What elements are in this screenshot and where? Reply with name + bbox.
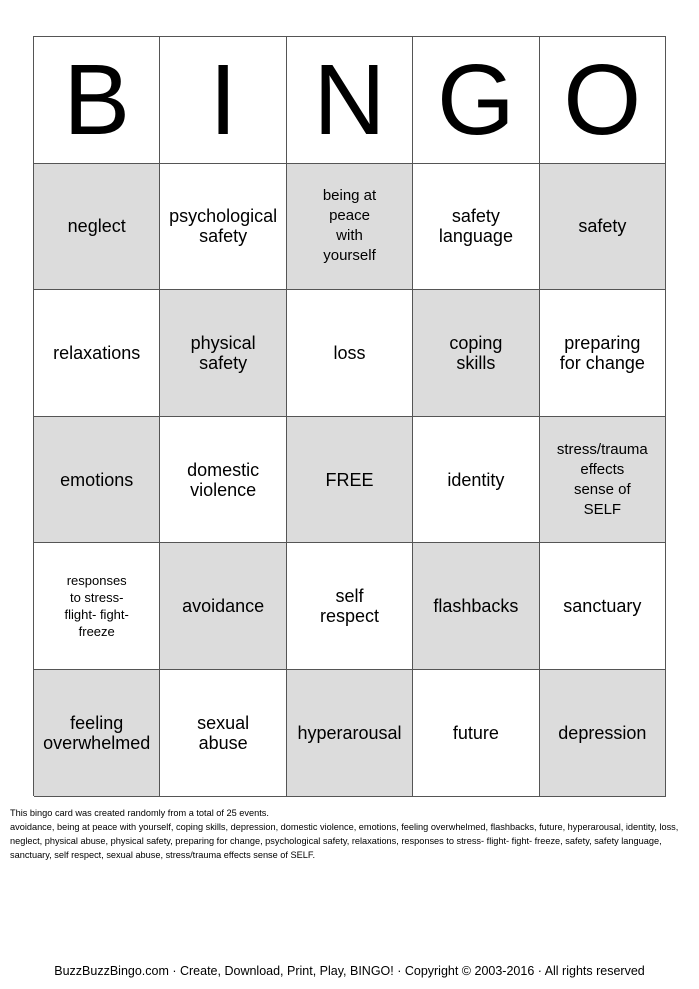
bingo-row [34, 164, 666, 291]
footer-copyright: BuzzBuzzBingo.com · Create, Download, Print, Play, BINGO! · Copyright © 2003-2016 · All rights reserved [54, 964, 645, 978]
bingo-cell: stress/trauma effects sense of SELF [540, 417, 666, 544]
note-events-list: avoidance, being at peace with yourself, coping skills, depression, domestic violence, emotions, feeling overwhelmed, flashbacks, future, hyperarousal, identity, loss, neglect, physical abuse, physical safety, preparing for change, psychological safety, relaxations, responses to stress- flight- fight- freeze, safety, safety language, sanctuary, self respect, sexual abuse, stress/trauma effects sense of SELF. [10, 822, 679, 860]
header-letter-o: O [540, 37, 666, 164]
bingo-cell: depression [540, 670, 666, 797]
header-letter-n: N [287, 37, 413, 164]
bingo-cell: safety [540, 164, 666, 291]
bingo-cell: hyperarousal [287, 670, 413, 797]
bingo-row [34, 543, 666, 670]
card-info-note [10, 806, 690, 862]
bingo-cell: identity [413, 417, 539, 544]
header-letter-b: B [34, 37, 160, 164]
bingo-row [34, 670, 666, 797]
bingo-cell: self respect [287, 543, 413, 670]
bingo-cell: future [413, 670, 539, 797]
bingo-cell: coping skills [413, 290, 539, 417]
bingo-cell: feeling overwhelmed [34, 670, 160, 797]
bingo-cell: preparing for change [540, 290, 666, 417]
bingo-row [34, 417, 666, 544]
bingo-cell: relaxations [34, 290, 160, 417]
bingo-cell: flashbacks [413, 543, 539, 670]
bingo-cell: psychological safety [160, 164, 286, 291]
bingo-cell: being at peace with yourself [287, 164, 413, 291]
bingo-cell: emotions [34, 417, 160, 544]
bingo-card [33, 36, 666, 796]
header-letter-g: G [413, 37, 539, 164]
bingo-cell: avoidance [160, 543, 286, 670]
bingo-cell: FREE [287, 417, 413, 544]
bingo-cell: sexual abuse [160, 670, 286, 797]
bingo-cell: responses to stress- flight- fight- freeze [34, 543, 160, 670]
bingo-grid [34, 164, 666, 797]
header-letter-i: I [160, 37, 286, 164]
bingo-row [34, 290, 666, 417]
bingo-cell: safety language [413, 164, 539, 291]
bingo-cell: physical safety [160, 290, 286, 417]
bingo-cell: loss [287, 290, 413, 417]
bingo-cell: domestic violence [160, 417, 286, 544]
bingo-cell: neglect [34, 164, 160, 291]
bingo-header-row [34, 37, 666, 164]
bingo-cell: sanctuary [540, 543, 666, 670]
note-total-events: This bingo card was created randomly from a total of 25 events. [10, 808, 269, 818]
